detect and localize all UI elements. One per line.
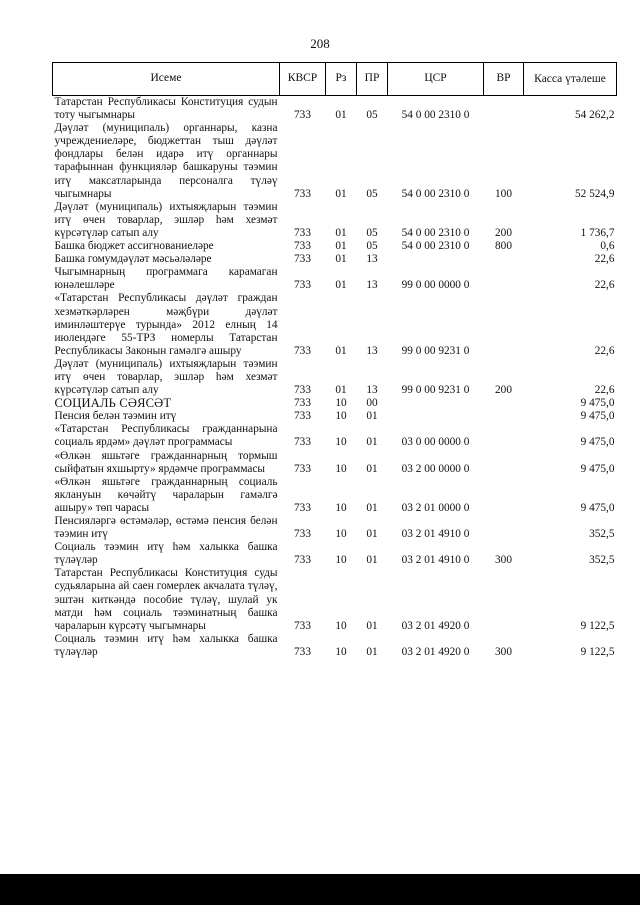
- cell-pr: 13: [366, 279, 378, 292]
- budget-table: [52, 62, 617, 659]
- cell-csr: [388, 410, 484, 423]
- cell-amount: 9 475,0: [580, 410, 615, 423]
- col-header-csr: ЦСР: [388, 63, 484, 96]
- col-header-pr: ПР: [357, 63, 388, 96]
- cell-name: «Татарстан Республикасы гражданнарына социаль ярдәм» дәүләт программасы: [54, 423, 278, 449]
- cell-rz: 01: [335, 226, 347, 239]
- cell-amount: 352,5: [589, 528, 615, 541]
- cell-amount: 9 475,0: [580, 436, 615, 449]
- cell-amount: 0,6: [600, 240, 615, 253]
- table-row: [53, 253, 617, 266]
- cell-amount: 22,6: [594, 253, 615, 266]
- cell-pr: 01: [366, 462, 378, 475]
- cell-amount: 1 736,7: [580, 226, 615, 239]
- cell-kvsr: 733: [294, 253, 311, 266]
- cell-name: Башка гомумдәүләт мәсьәләләре: [54, 253, 212, 266]
- cell-kvsr: 733: [294, 384, 311, 397]
- cell-pr: 01: [366, 436, 378, 449]
- cell-kvsr: 733: [294, 410, 311, 423]
- cell-name: Социаль тәэмин итү һәм халыкка башка түләүләр: [54, 541, 278, 567]
- cell-name: Чыгымнарның программага карамаган юнәлешләре: [54, 266, 278, 292]
- cell-vr: [484, 567, 524, 632]
- cell-rz: 10: [335, 410, 347, 423]
- cell-kvsr: 733: [294, 528, 311, 541]
- cell-pr: 05: [366, 226, 378, 239]
- cell-amount: 9 475,0: [580, 397, 615, 410]
- cell-pr: 01: [366, 619, 378, 632]
- cell-rz: 01: [335, 109, 347, 122]
- col-header-rz: Рз: [326, 63, 357, 96]
- cell-kvsr: 733: [294, 226, 311, 239]
- cell-name: Дәүләт (муниципаль) ихтыяҗларын тәэмин итү өчен товарлар, эшләр һәм хезмәт күрсәтүләр сатып алу: [54, 200, 278, 239]
- cell-kvsr: 733: [294, 619, 311, 632]
- cell-csr: [388, 253, 484, 266]
- cell-kvsr: 733: [294, 109, 311, 122]
- cell-rz: 01: [335, 344, 347, 357]
- cell-vr: [484, 266, 524, 292]
- table-row: [53, 515, 617, 541]
- cell-pr: 05: [366, 187, 378, 200]
- table-row: [53, 410, 617, 423]
- cell-kvsr: 733: [294, 501, 311, 514]
- cell-rz: 10: [335, 554, 347, 567]
- cell-pr: 05: [366, 240, 378, 253]
- cell-vr: [484, 515, 524, 541]
- cell-csr: 03 2 00 0000 0: [401, 462, 470, 475]
- col-header-vr: ВР: [484, 63, 524, 96]
- table-row: [53, 633, 617, 659]
- cell-pr: 00: [366, 397, 378, 410]
- cell-amount: 22,6: [594, 344, 615, 357]
- cell-name: Пенсия белән тәэмин итү: [54, 410, 177, 423]
- cell-vr: [484, 423, 524, 449]
- cell-name: Дәүләт (муниципаль) ихтыяҗларын тәэмин итү өчен товарлар, эшләр һәм хезмәт күрсәтүләр сатып алу: [54, 357, 278, 397]
- cell-vr: [484, 397, 524, 410]
- table-row: [53, 567, 617, 632]
- cell-vr: [484, 476, 524, 515]
- cell-rz: 10: [335, 501, 347, 514]
- cell-csr: [388, 397, 484, 410]
- cell-amount: 352,5: [589, 554, 615, 567]
- cell-rz: 10: [335, 462, 347, 475]
- cell-name: СОЦИАЛЬ СӘЯСӘТ: [54, 396, 172, 411]
- cell-vr: 200: [495, 226, 512, 239]
- cell-name: Пенсияләргә өстәмәләр, өстәмә пенсия белән тәэмин итү: [54, 515, 278, 541]
- cell-pr: 05: [366, 109, 378, 122]
- cell-kvsr: 733: [294, 279, 311, 292]
- cell-name: Социаль тәэмин итү һәм халыкка башка түләүләр: [54, 632, 278, 658]
- cell-pr: 13: [366, 253, 378, 266]
- cell-csr: 54 0 00 2310 0: [401, 226, 470, 239]
- page-number: 208: [310, 36, 330, 51]
- cell-pr: 01: [366, 501, 378, 514]
- cell-csr: 03 2 01 4920 0: [401, 645, 470, 658]
- cell-amount: 54 262,2: [574, 109, 615, 122]
- cell-rz: 01: [335, 187, 347, 200]
- cell-vr: [484, 96, 524, 123]
- table-header-row: [53, 63, 617, 96]
- cell-rz: 01: [335, 240, 347, 253]
- cell-pr: 01: [366, 645, 378, 658]
- cell-kvsr: 733: [294, 645, 311, 658]
- cell-name: Дәүләт (муниципаль) органнары, казна учреждениеләре, бюджеттан тыш дәүләт фондлары белән идарә итү органнары тарафыннан функцияләр башкаруны тәэмин итү максатларында персоналга түләү чыгымнары: [54, 122, 278, 200]
- cell-csr: 03 2 01 4910 0: [401, 528, 470, 541]
- cell-amount: 9 475,0: [580, 501, 615, 514]
- cell-pr: 13: [366, 344, 378, 357]
- cell-amount: 22,6: [594, 279, 615, 292]
- cell-csr: 99 0 00 9231 0: [401, 384, 470, 397]
- cell-csr: 03 2 01 4920 0: [401, 619, 470, 632]
- cell-kvsr: 733: [294, 436, 311, 449]
- table-row: [53, 476, 617, 515]
- cell-csr: 54 0 00 2310 0: [401, 109, 470, 122]
- cell-rz: 01: [335, 279, 347, 292]
- cell-rz: 01: [335, 384, 347, 397]
- cell-name: Башка бюджет ассигнованиеләре: [54, 240, 214, 253]
- cell-rz: 10: [335, 397, 347, 410]
- table-row: [53, 96, 617, 123]
- cell-vr: 300: [495, 554, 512, 567]
- cell-vr: [484, 450, 524, 476]
- cell-csr: 99 0 00 0000 0: [401, 279, 470, 292]
- table-row: [53, 397, 617, 410]
- table-row: [53, 541, 617, 567]
- scan-bottom-edge: [0, 874, 640, 905]
- cell-csr: 54 0 00 2310 0: [401, 240, 470, 253]
- cell-csr: 03 0 00 0000 0: [401, 436, 470, 449]
- cell-kvsr: 733: [294, 187, 311, 200]
- cell-rz: 10: [335, 436, 347, 449]
- cell-vr: 800: [495, 240, 512, 253]
- cell-vr: [484, 292, 524, 357]
- cell-pr: 01: [366, 410, 378, 423]
- cell-csr: 54 0 00 2310 0: [401, 187, 470, 200]
- cell-amount: 9 122,5: [580, 619, 615, 632]
- cell-vr: 100: [495, 187, 512, 200]
- cell-vr: [484, 410, 524, 423]
- table-row: [53, 266, 617, 292]
- table-row: [53, 292, 617, 357]
- cell-name: «Өлкән яшьтәге гражданнарның социаль яклануын көчәйтү чараларын гамәлгә ашыру» төп чарасы: [54, 475, 278, 514]
- cell-rz: 01: [335, 253, 347, 266]
- cell-vr: [484, 253, 524, 266]
- cell-amount: 52 524,9: [574, 187, 615, 200]
- cell-amount: 22,6: [594, 384, 615, 397]
- cell-kvsr: 733: [294, 462, 311, 475]
- cell-amount: 9 475,0: [580, 462, 615, 475]
- cell-amount: 9 122,5: [580, 645, 615, 658]
- cell-name: Татарстан Республикасы Конституция судын тоту чыгымнары: [54, 96, 278, 122]
- cell-name: Татарстан Республикасы Конституция суды судьяларына ай саен гомерлек акчалата түләү, эштән киткәндә пособие түләү, шулай ук матди һәм социаль тәэминатның башка чараларын күрсәтү чыгымнары: [54, 567, 278, 632]
- cell-vr: 200: [495, 384, 512, 397]
- col-header-name: Исеме: [53, 63, 280, 96]
- cell-csr: 99 0 00 9231 0: [401, 344, 470, 357]
- cell-rz: 10: [335, 528, 347, 541]
- cell-name: «Татарстан Республикасы дәүләт граждан хезмәткәрләрен мәҗбүри дәүләт иминләштерүе турында» 2012 елның 14 июлендәге 55-ТРЗ номерлы Татарстан Республикасы Законын гамәлгә ашыру: [54, 292, 278, 357]
- cell-kvsr: 733: [294, 240, 311, 253]
- cell-pr: 01: [366, 528, 378, 541]
- cell-pr: 13: [366, 384, 378, 397]
- cell-rz: 10: [335, 619, 347, 632]
- table-row: [53, 240, 617, 253]
- cell-csr: 03 2 01 4910 0: [401, 554, 470, 567]
- table-row: [53, 201, 617, 240]
- col-header-cash: Касса үтәлеше: [524, 63, 617, 96]
- cell-kvsr: 733: [294, 554, 311, 567]
- table-row: [53, 450, 617, 476]
- cell-name: «Өлкән яшьтәге гражданнарның тормыш сыйфатын яхшырту» ярдәмче программасы: [54, 449, 278, 475]
- cell-pr: 01: [366, 554, 378, 567]
- table-row: [53, 423, 617, 449]
- cell-csr: 03 2 01 0000 0: [401, 501, 470, 514]
- table-row: [53, 122, 617, 201]
- cell-vr: 300: [495, 645, 512, 658]
- cell-kvsr: 733: [294, 397, 311, 410]
- col-header-kvsr: КВСР: [280, 63, 326, 96]
- table-row: [53, 358, 617, 397]
- cell-rz: 10: [335, 645, 347, 658]
- cell-kvsr: 733: [294, 344, 311, 357]
